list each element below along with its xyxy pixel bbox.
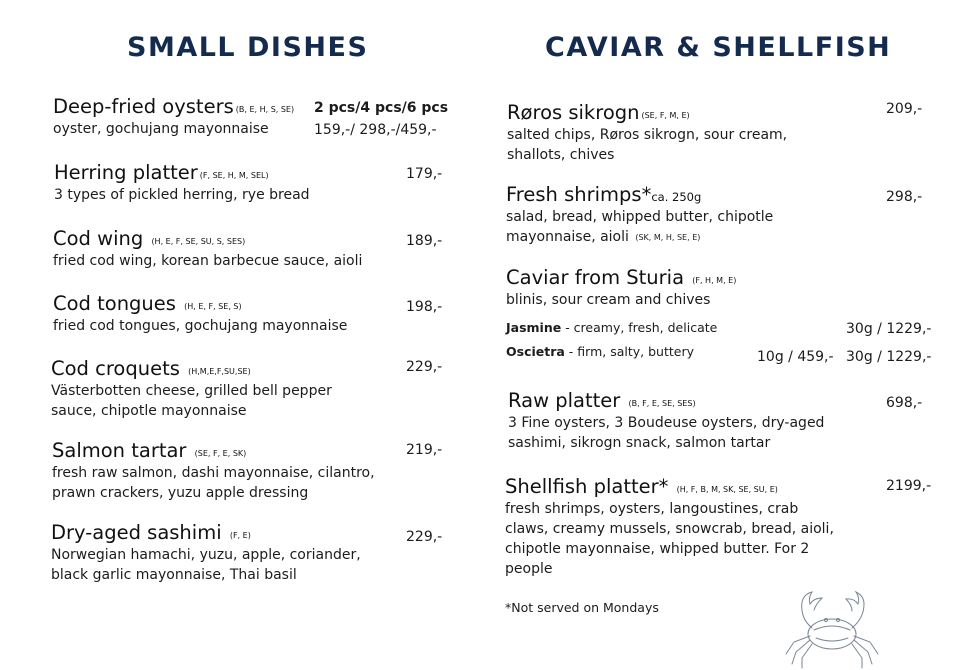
allergen-codes: (F, H, M, E) <box>692 276 737 285</box>
item-description: oyster, gochujang mayonnaise <box>53 121 269 137</box>
menu-item-fresh-shrimps <box>506 183 773 248</box>
variety-price-small: 10g / 459,- <box>757 349 834 365</box>
item-name: Dry-aged sashimi <box>51 521 222 544</box>
allergen-codes: (F, SE, H, M, SEL) <box>199 171 269 180</box>
allergen-codes: (H, E, F, SE, S) <box>184 302 242 311</box>
item-name: Shellfish platter* <box>505 475 669 498</box>
variety-label: Jasmine <box>506 320 562 335</box>
item-description: salted chips, Røros sikrogn, sour cream, shallots, chives <box>507 127 788 163</box>
menu-item-dry-aged-sashimi <box>51 521 361 585</box>
item-description: blinis, sour cream and chives <box>506 292 711 308</box>
item-name: Cod tongues <box>53 292 176 315</box>
item-name: Cod croquets <box>51 357 180 380</box>
item-name: Caviar from Sturia <box>506 266 685 289</box>
crab-illustration <box>776 578 886 670</box>
caviar-variety-oscietra <box>506 344 694 359</box>
variety-label: Oscietra <box>506 344 565 359</box>
small-dishes-heading: SMALL DISHES <box>127 32 369 63</box>
variety-description: - firm, salty, buttery <box>564 344 694 359</box>
caviar-shellfish-heading: CAVIAR & SHELLFISH <box>545 32 892 63</box>
item-description: Västerbotten cheese, grilled bell pepper sauce, chipotle mayonnaise <box>51 383 332 419</box>
menu-item-shellfish-platter <box>505 475 834 579</box>
menu-item-cod-tongues <box>53 292 347 336</box>
menu-item-raw-platter <box>508 389 824 453</box>
item-description: 3 Fine oysters, 3 Boudeuse oysters, dry-aged sashimi, sikrogn snack, salmon tartar <box>508 415 825 451</box>
item-price: 698,- <box>886 395 923 411</box>
allergen-codes: (SE, F, M, E) <box>641 111 690 120</box>
item-price: 198,- <box>406 299 443 315</box>
item-quantity: ca. 250g <box>651 190 702 204</box>
item-price: 159,-/ 298,-/459,- <box>314 122 437 138</box>
item-description: salad, bread, whipped butter, chipotle mayonnaise, aioli (SK, M, H, SE, E) <box>506 209 774 245</box>
menu-item-salmon-tartar <box>52 439 375 503</box>
variety-description: - creamy, fresh, delicate <box>561 320 718 335</box>
item-name: Røros sikrogn <box>507 101 640 124</box>
variety-price: 30g / 1229,- <box>846 349 932 365</box>
allergen-codes: (F, E) <box>229 531 251 540</box>
allergen-codes: (H, E, F, SE, SU, S, SES) <box>151 237 246 246</box>
item-price: 179,- <box>406 166 443 182</box>
item-sizes: 2 pcs/4 pcs/6 pcs <box>314 100 449 116</box>
item-price: 209,- <box>886 101 923 117</box>
allergen-codes: (SK, M, H, SE, E) <box>635 233 701 242</box>
footnote: *Not served on Mondays <box>505 600 659 615</box>
item-description: fresh shrimps, oysters, langoustines, crab claws, creamy mussels, snowcrab, bread, aioli, chipotle mayonnaise, whipped butter. For 2 people <box>505 501 834 577</box>
item-price: 298,- <box>886 189 923 205</box>
item-price: 219,- <box>406 442 443 458</box>
item-price: 2199,- <box>886 478 932 494</box>
item-description: 3 types of pickled herring, rye bread <box>54 187 310 203</box>
allergen-codes: (B, E, H, S, SE) <box>235 105 295 114</box>
item-price: 229,- <box>406 359 443 375</box>
item-description: fried cod tongues, gochujang mayonnaise <box>53 318 348 334</box>
item-name: Cod wing <box>53 227 144 250</box>
item-price: 229,- <box>406 529 443 545</box>
item-name: Salmon tartar <box>52 439 187 462</box>
menu-item-herring-platter <box>54 161 310 205</box>
item-name: Fresh shrimps* <box>506 183 652 206</box>
item-name: Deep-fried oysters <box>53 95 234 118</box>
item-description: Norwegian hamachi, yuzu, apple, coriander, black garlic mayonnaise, Thai basil <box>51 547 361 583</box>
item-description: fresh raw salmon, dashi mayonnaise, cilantro, prawn crackers, yuzu apple dressing <box>52 465 375 501</box>
caviar-variety-jasmine <box>506 320 717 335</box>
allergen-codes: (SE, F, E, SK) <box>194 449 247 458</box>
menu-item-cod-wing <box>53 227 362 271</box>
item-name: Raw platter <box>508 389 621 412</box>
allergen-codes: (H,M,E,F,SU,SE) <box>188 367 251 376</box>
item-description: fried cod wing, korean barbecue sauce, aioli <box>53 253 363 269</box>
menu-item-cod-croquets <box>51 357 332 421</box>
variety-price: 30g / 1229,- <box>846 321 932 337</box>
allergen-codes: (B, F, E, SE, SES) <box>628 399 696 408</box>
menu-item-caviar-from-sturia <box>506 266 736 310</box>
item-name: Herring platter <box>54 161 198 184</box>
menu-item-deep-fried-oysters <box>53 95 294 139</box>
menu-item-roros-sikrogn <box>507 101 787 165</box>
allergen-codes: (H, F, B, M, SK, SE, SU, E) <box>676 485 778 494</box>
item-price: 189,- <box>406 233 443 249</box>
